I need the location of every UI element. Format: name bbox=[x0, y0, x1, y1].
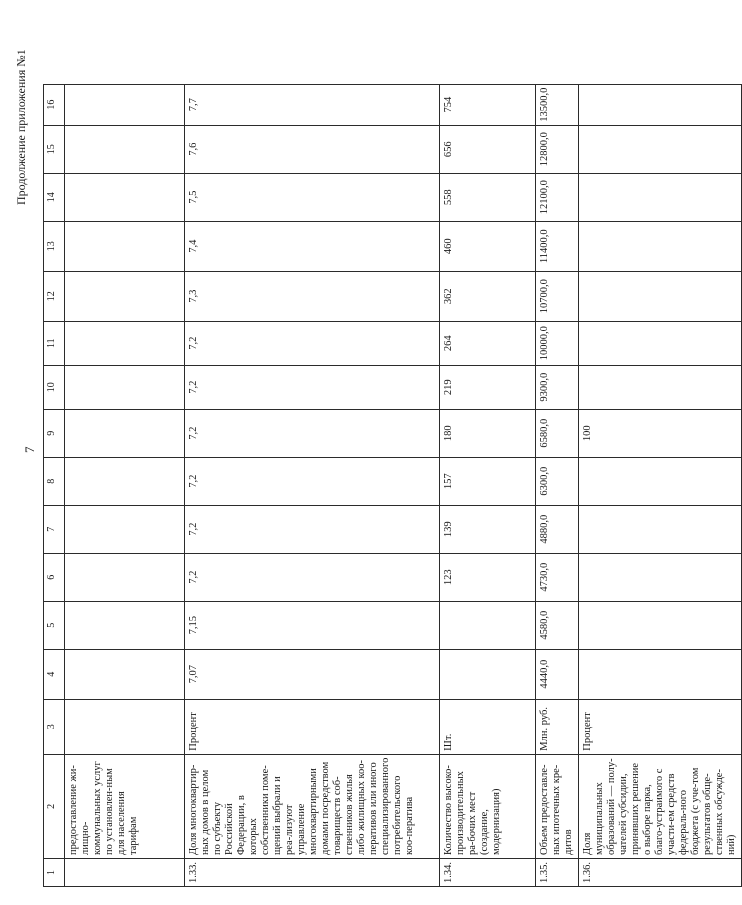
value-cell: 4440,0 bbox=[536, 649, 579, 699]
value-cell: 362 bbox=[440, 271, 536, 321]
value-cell: 7,4 bbox=[185, 221, 440, 271]
column-header-10: 10 bbox=[44, 365, 65, 409]
unit-of-measure: Процент bbox=[579, 699, 742, 754]
value-cell bbox=[579, 173, 742, 221]
value-cell bbox=[579, 321, 742, 365]
value-cell: 11400,0 bbox=[536, 221, 579, 271]
row-number: 1.36. bbox=[579, 859, 742, 887]
table-row bbox=[185, 84, 440, 886]
indicator-name: Доля муниципальных образований — полу-чателей субсидии, принявших решение о выборе парка, благо-устраимого с участи-ем средств федераль-ного бюджета (с уче-том результатов обще-ственных обсужде-ний) bbox=[579, 754, 742, 858]
value-cell bbox=[65, 457, 185, 505]
value-cell: 7,2 bbox=[185, 409, 440, 457]
unit-of-measure: Шт. bbox=[440, 699, 536, 754]
value-cell: 180 bbox=[440, 409, 536, 457]
value-cell bbox=[440, 649, 536, 699]
value-cell: 4880,0 bbox=[536, 505, 579, 553]
column-header-8: 8 bbox=[44, 457, 65, 505]
column-header-3: 3 bbox=[44, 699, 65, 754]
value-cell: 7,7 bbox=[185, 84, 440, 125]
indicator-name: Доля многоквартир-ных домов в целом по субъекту Российской Федерации, в которых собственники поме-щений выбрали и реа-лизуют управление многоквартирными домами посредством товариществ соб-ственников жилья либо жилищных коо-перативов или иного специализированного потребительского коо-ператива bbox=[185, 754, 440, 858]
column-header-4: 4 bbox=[44, 649, 65, 699]
column-header-11: 11 bbox=[44, 321, 65, 365]
value-cell bbox=[579, 365, 742, 409]
value-cell: 754 bbox=[440, 84, 536, 125]
column-header-12: 12 bbox=[44, 271, 65, 321]
value-cell: 7,2 bbox=[185, 365, 440, 409]
value-cell: 6300,0 bbox=[536, 457, 579, 505]
value-cell bbox=[579, 649, 742, 699]
value-cell bbox=[65, 409, 185, 457]
value-cell bbox=[65, 271, 185, 321]
value-cell bbox=[65, 649, 185, 699]
value-cell bbox=[65, 321, 185, 365]
value-cell bbox=[65, 505, 185, 553]
value-cell bbox=[579, 221, 742, 271]
value-cell: 157 bbox=[440, 457, 536, 505]
column-header-13: 13 bbox=[44, 221, 65, 271]
value-cell: 7,5 bbox=[185, 173, 440, 221]
value-cell bbox=[579, 84, 742, 125]
indicator-name: предоставление жи-лищно-коммунальных услуг по установлен-ным для населения тарифам bbox=[65, 754, 185, 858]
row-number: 1.35. bbox=[536, 859, 579, 887]
table-row bbox=[536, 84, 579, 886]
value-cell: 7,2 bbox=[185, 321, 440, 365]
value-cell bbox=[65, 84, 185, 125]
value-cell: 12100,0 bbox=[536, 173, 579, 221]
value-cell bbox=[65, 221, 185, 271]
value-cell bbox=[579, 505, 742, 553]
row-number bbox=[65, 859, 185, 887]
value-cell bbox=[65, 601, 185, 649]
row-number: 1.33. bbox=[185, 859, 440, 887]
page-number: 7 bbox=[22, 446, 37, 453]
value-cell: 7,6 bbox=[185, 125, 440, 173]
column-header-6: 6 bbox=[44, 553, 65, 601]
table-row bbox=[65, 84, 185, 886]
value-cell bbox=[65, 173, 185, 221]
value-cell bbox=[579, 553, 742, 601]
value-cell: 10700,0 bbox=[536, 271, 579, 321]
column-header-2: 2 bbox=[44, 754, 65, 858]
column-header-7: 7 bbox=[44, 505, 65, 553]
value-cell bbox=[65, 365, 185, 409]
value-cell: 6580,0 bbox=[536, 409, 579, 457]
value-cell bbox=[65, 125, 185, 173]
value-cell: 139 bbox=[440, 505, 536, 553]
indicator-name: Объем предоставле-ных ипотечных кре-дитов bbox=[536, 754, 579, 858]
value-cell bbox=[579, 457, 742, 505]
column-header-1: 1 bbox=[44, 859, 65, 887]
column-header-16: 16 bbox=[44, 84, 65, 125]
value-cell: 219 bbox=[440, 365, 536, 409]
value-cell bbox=[65, 553, 185, 601]
value-cell: 9300,0 bbox=[536, 365, 579, 409]
value-cell: 656 bbox=[440, 125, 536, 173]
value-cell: 12800,0 bbox=[536, 125, 579, 173]
value-cell: 264 bbox=[440, 321, 536, 365]
indicator-table bbox=[43, 84, 742, 887]
table-row bbox=[440, 84, 536, 886]
table-row bbox=[579, 84, 742, 886]
row-number: 1.34. bbox=[440, 859, 536, 887]
unit-of-measure: Процент bbox=[185, 699, 440, 754]
value-cell: 7,2 bbox=[185, 505, 440, 553]
column-header-9: 9 bbox=[44, 409, 65, 457]
value-cell: 7,3 bbox=[185, 271, 440, 321]
value-cell bbox=[579, 125, 742, 173]
value-cell: 7,15 bbox=[185, 601, 440, 649]
column-number-row bbox=[44, 84, 65, 886]
value-cell: 7,2 bbox=[185, 457, 440, 505]
unit-of-measure: Млн. руб. bbox=[536, 699, 579, 754]
value-cell: 13500,0 bbox=[536, 84, 579, 125]
value-cell: 7,2 bbox=[185, 553, 440, 601]
value-cell: 460 bbox=[440, 221, 536, 271]
column-header-15: 15 bbox=[44, 125, 65, 173]
column-header-5: 5 bbox=[44, 601, 65, 649]
value-cell: 4580,0 bbox=[536, 601, 579, 649]
value-cell: 123 bbox=[440, 553, 536, 601]
value-cell: 4730,0 bbox=[536, 553, 579, 601]
value-cell: 10000,0 bbox=[536, 321, 579, 365]
value-cell: 558 bbox=[440, 173, 536, 221]
unit-of-measure bbox=[65, 699, 185, 754]
column-header-14: 14 bbox=[44, 173, 65, 221]
value-cell bbox=[579, 601, 742, 649]
value-cell: 7,07 bbox=[185, 649, 440, 699]
value-cell bbox=[579, 271, 742, 321]
appendix-title: Продолжение приложения №1 bbox=[14, 49, 28, 205]
indicator-name: Количество высоко-производительных ра-бочих мест (создание, модернизация) bbox=[440, 754, 536, 858]
value-cell: 100 bbox=[579, 409, 742, 457]
value-cell bbox=[440, 601, 536, 649]
